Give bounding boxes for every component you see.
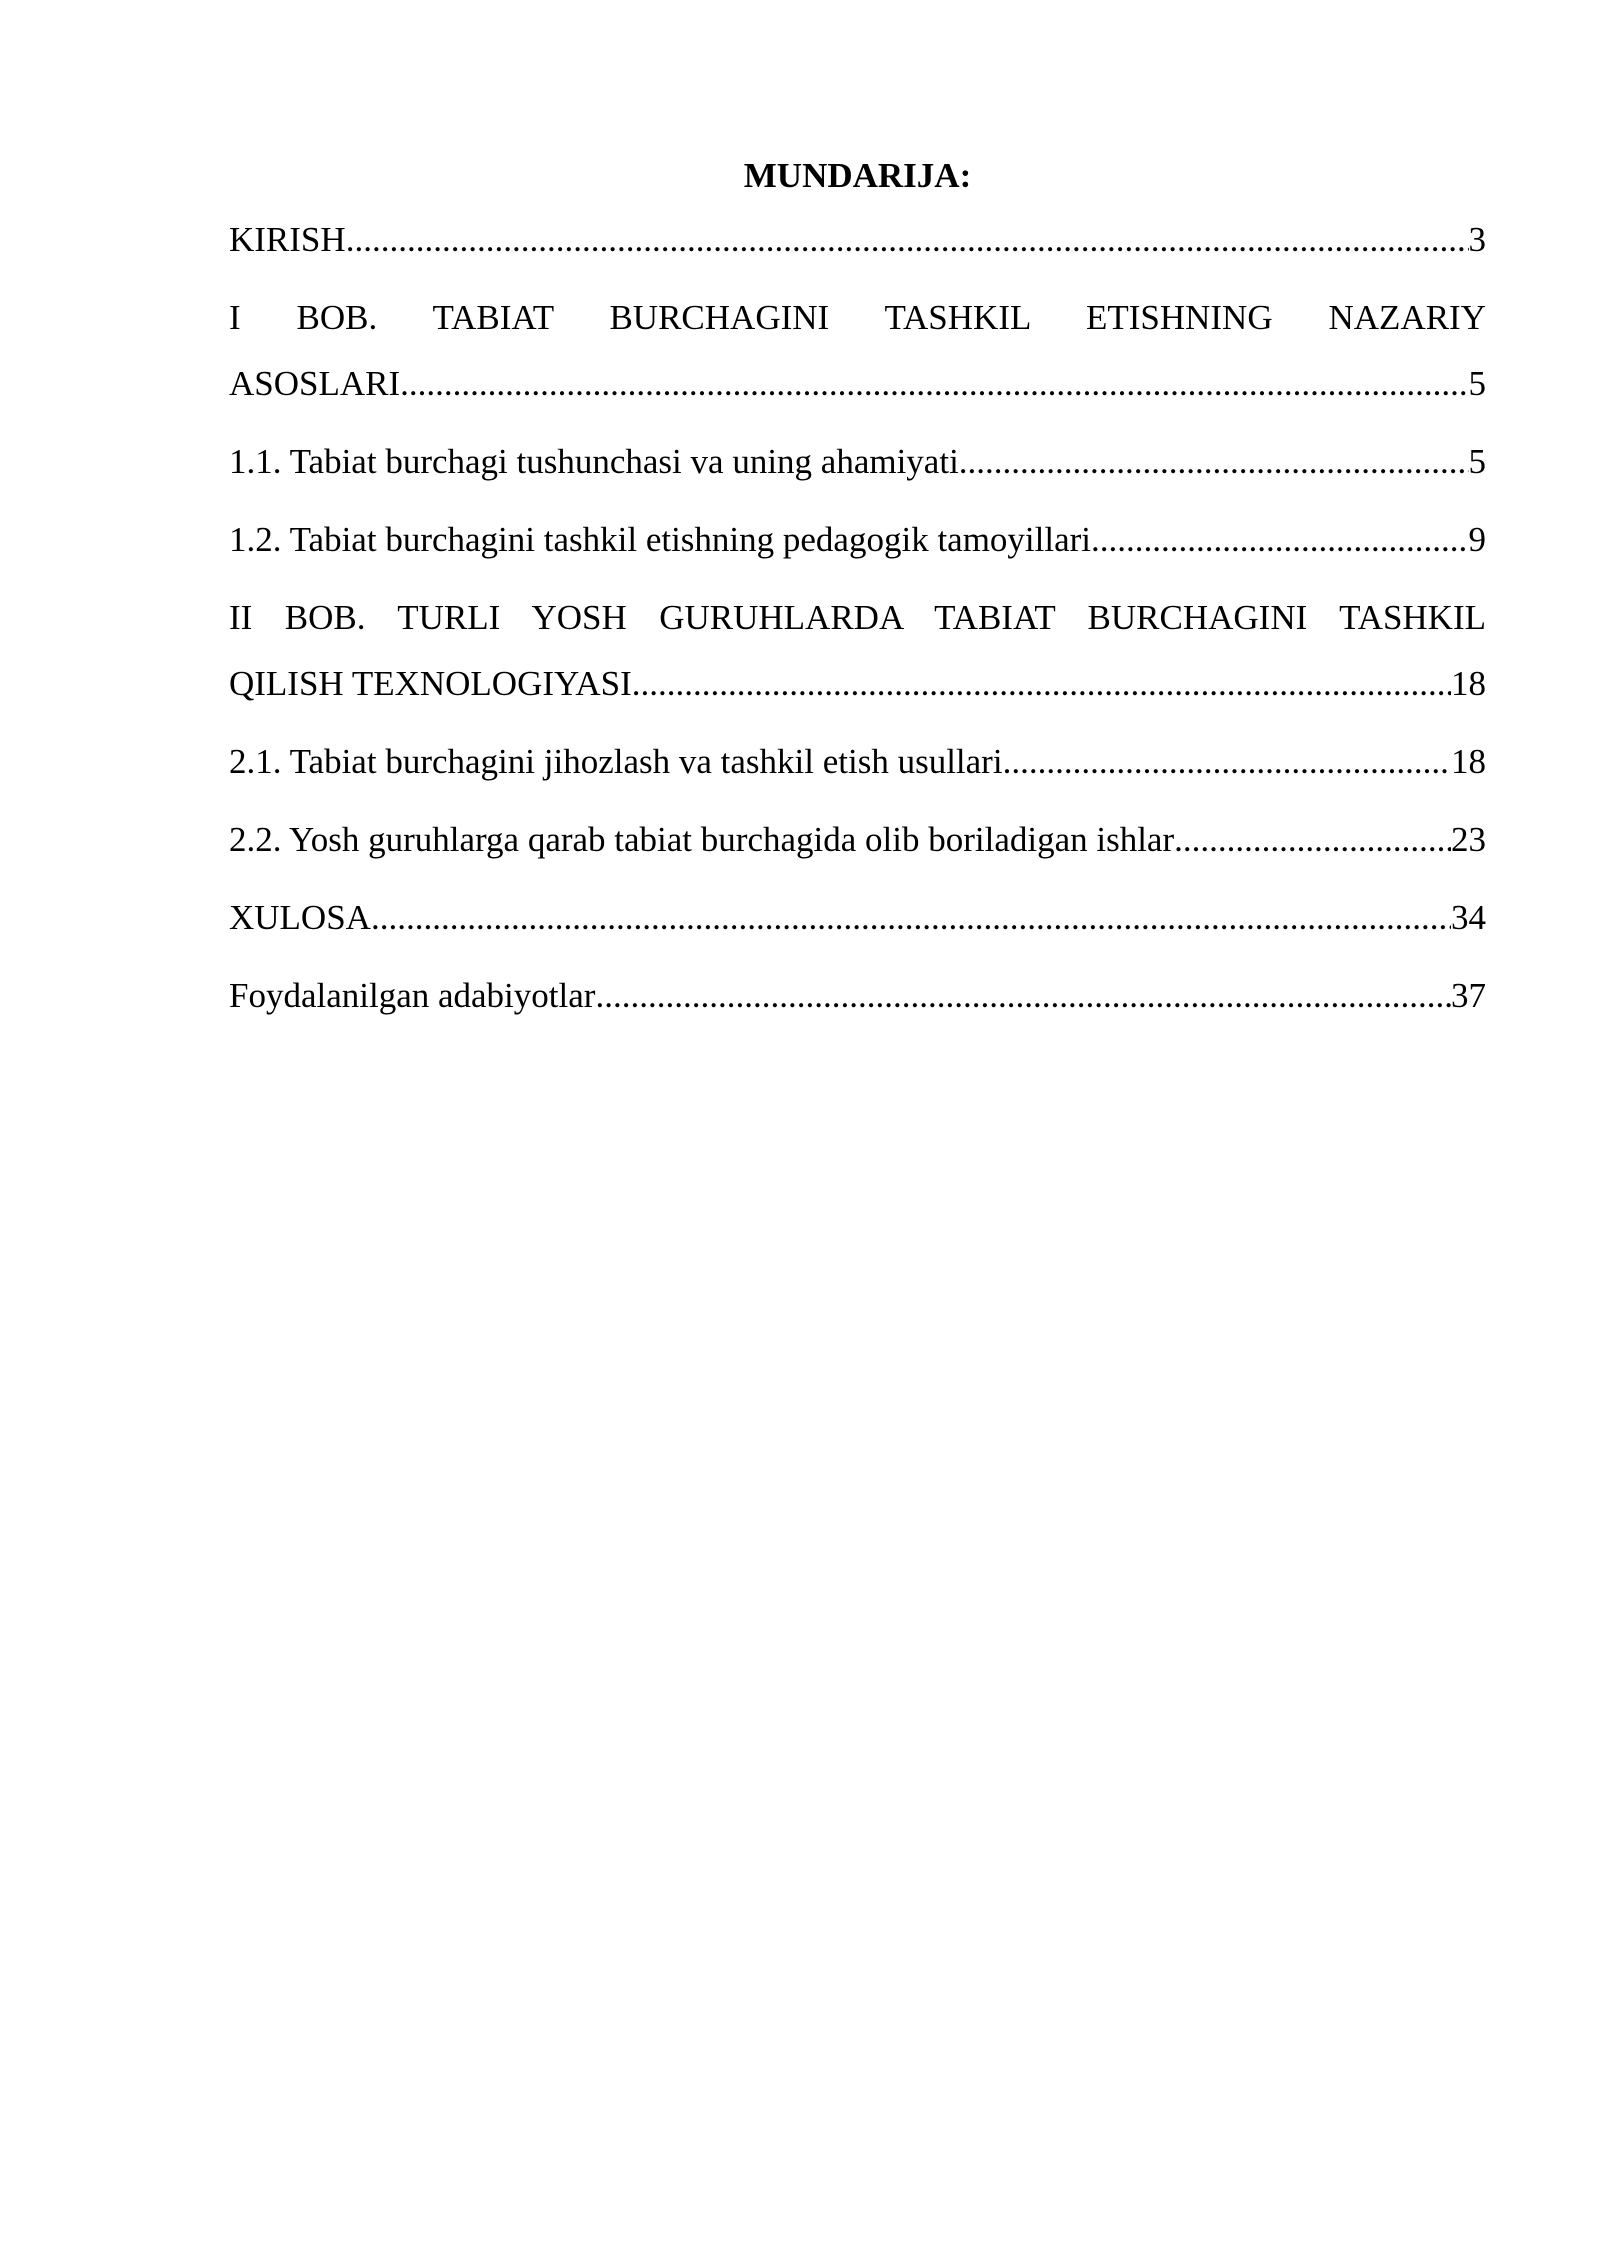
dot-leader xyxy=(595,968,1451,1024)
dot-leader xyxy=(1003,734,1451,790)
toc-page-number: 23 xyxy=(1451,820,1486,859)
toc-entry-label: Foydalanilgan adabiyotlar xyxy=(229,976,596,1015)
dot-leader xyxy=(959,434,1469,490)
toc-entry-label: KIRISH xyxy=(229,220,346,259)
toc-entry-label: 1.2. Tabiat burchagini tashkil etishning pedagogik tamoyillari xyxy=(229,520,1092,559)
toc-entry-label-line1: II BOB. TURLI YOSH GURUHLARDA TABIAT BURCHAGINI TASHKIL xyxy=(229,598,1486,637)
toc-entry-label: ASOSLARI xyxy=(229,364,401,403)
toc-entry-xulosa xyxy=(229,890,1486,946)
dot-leader xyxy=(346,212,1469,268)
toc-entry-label: XULOSA xyxy=(229,898,371,937)
toc-entry-label: 2.1. Tabiat burchagini jihozlash va tashkil etish usullari xyxy=(229,742,1003,781)
table-of-contents xyxy=(229,148,1486,1046)
toc-page-number: 9 xyxy=(1468,520,1486,559)
dot-leader xyxy=(371,890,1451,946)
dot-leader xyxy=(400,356,1468,412)
toc-entry-label: 1.1. Tabiat burchagi tushunchasi va uning ahamiyati xyxy=(229,442,959,481)
toc-page-number: 18 xyxy=(1451,742,1486,781)
dot-leader xyxy=(1091,512,1468,568)
dot-leader xyxy=(1174,812,1451,868)
toc-page-number: 18 xyxy=(1451,664,1486,703)
toc-entry-bibliography xyxy=(229,968,1486,1024)
toc-entry-kirish xyxy=(229,212,1486,268)
toc-page-number: 3 xyxy=(1468,220,1486,259)
toc-page-number: 5 xyxy=(1468,364,1486,403)
toc-entry-2-2 xyxy=(229,812,1486,868)
toc-entry-label: QILISH TEXNOLOGIYASI xyxy=(229,664,632,703)
toc-page-number: 5 xyxy=(1468,442,1486,481)
toc-entry-chapter-2 xyxy=(229,590,1486,712)
dot-leader xyxy=(632,656,1451,712)
toc-entry-label-line1: I BOB. TABIAT BURCHAGINI TASHKIL ETISHNING NAZARIY xyxy=(229,298,1486,337)
toc-entry-chapter-1 xyxy=(229,290,1486,412)
toc-entry-2-1 xyxy=(229,734,1486,790)
toc-title: MUNDARIJA: xyxy=(743,156,972,195)
toc-entry-label: 2.2. Yosh guruhlarga qarab tabiat burchagida olib boriladigan ishlar xyxy=(229,820,1175,859)
toc-page-number: 37 xyxy=(1451,976,1486,1015)
toc-entry-1-2 xyxy=(229,512,1486,568)
toc-entry-1-1 xyxy=(229,434,1486,490)
toc-page-number: 34 xyxy=(1451,898,1486,937)
